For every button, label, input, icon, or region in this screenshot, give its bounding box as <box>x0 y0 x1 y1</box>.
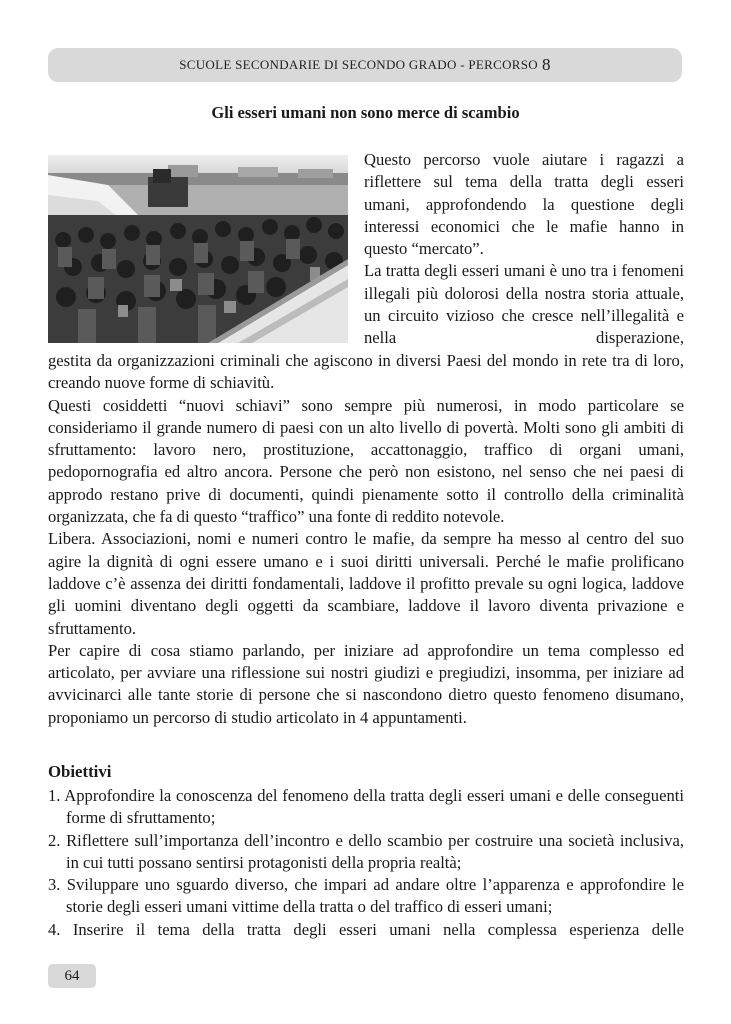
objective-item: 4. Inserire il tema della tratta degli esseri umani nella complessa esperienza delle <box>48 919 684 939</box>
running-header-text: SCUOLE SECONDARIE DI SECONDO GRADO - PERCORSO <box>179 57 538 72</box>
body-paragraph: Questi cosiddetti “nuovi schiavi” sono sempre più numerosi, in modo particolare se consideriamo il grande numero di paesi con un alto livello di povertà. Molti sono gli ambiti di sfruttamento: lavoro nero, prostituzione, accattonaggio, traffico di organi umani, pedopornografia ed altro ancora. Persone che però non esistono, nel senso che nei paesi di approdo restano prive di documenti, quindi pienamente sotto il controllo della criminalità organizzata, che fa di questo “traffico” una fonte di reddito notevole. <box>48 395 684 527</box>
intro-paragraph: Questo percorso vuole aiutare i ragazzi a riflettere sul tema della tratta degli esseri umani, approfondendo la questione degli interessi economici che le mafie hanno in questo “mercato”. <box>364 150 684 259</box>
objective-item: 3. Sviluppare uno sguardo diverso, che impari ad andare oltre l’apparenza e approfondire le storie degli esseri umani vittime della tratta o del traffico di esseri umani; <box>48 875 684 917</box>
objectives-list <box>48 785 684 941</box>
page-title: Gli esseri umani non sono merce di scambio <box>211 103 520 122</box>
crowded-boat-photo <box>48 155 348 343</box>
objective-item: 1. Approfondire la conoscenza del fenomeno della tratta degli esseri umani e delle conseguenti forme di sfruttamento; <box>48 786 684 828</box>
objectives-heading: Obiettivi <box>48 762 112 781</box>
body-paragraph: gestita da organizzazioni criminali che agiscono in diversi Paesi del mondo in rete tra di loro, creando nuove forme di schiavitù. <box>48 351 684 393</box>
intro-text <box>364 149 684 350</box>
page-number: 64 <box>48 964 96 988</box>
objective-item: 2. Riflettere sull’importanza dell’incontro e dello scambio per costruire una società inclusiva, in cui tutti possano sentirsi protagonisti della propria realtà; <box>48 830 684 872</box>
main-text <box>48 350 684 729</box>
intro-paragraph: La tratta degli esseri umani è uno tra i fenomeni illegali più dolorosi della nostra storia attuale, un circuito vizioso che cresce nell’illegalità e nella disperazione, <box>364 261 684 348</box>
body-paragraph: Libera. Associazioni, nomi e numeri contro le mafie, da sempre ha messo al centro del suo agire la dignità di ogni essere umano e i suoi diritti universali. Perché le mafie prolificano laddove c’è assenza dei diritti fondamentali, laddove il profitto prevale su ogni logica, laddove gli uomini diventano degli oggetti da scambiare, laddove il lavoro diventa privazione e sfruttamento. <box>48 529 684 638</box>
body-paragraph: Per capire di cosa stiamo parlando, per iniziare ad approfondire un tema complesso ed articolato, per avviare una riflessione sui nostri giudizi e pregiudizi, insomma, per iniziare ad avvicinarci alle tante storie di persone che si nascondono dietro questo fenomeno disumano, proponiamo un percorso di studio articolato in 4 appuntamenti. <box>48 640 684 727</box>
crowded-boat-photo-graphic <box>48 155 348 343</box>
running-header-number: 8 <box>541 55 551 74</box>
running-header <box>48 48 682 82</box>
